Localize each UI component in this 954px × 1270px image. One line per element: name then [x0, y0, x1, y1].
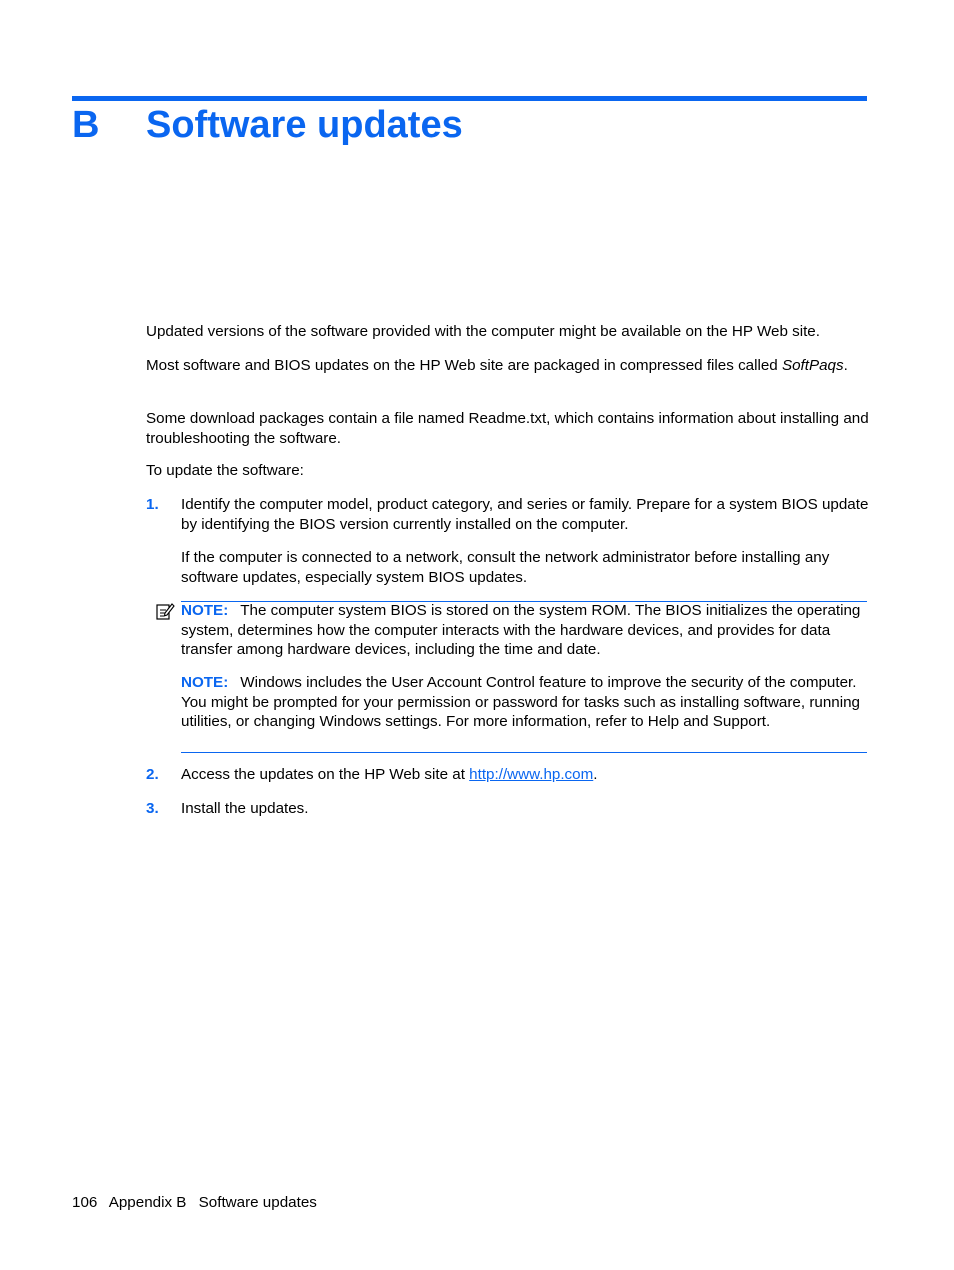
note-text: Windows includes the User Account Control feature to improve the security of the computer. You might be prompted for your permission or password for tasks such as installing software, running utilities, or changing Windows settings. For more information, refer to Help and Support.	[181, 674, 860, 730]
hp-website-link[interactable]: http://www.hp.com	[469, 766, 594, 783]
footer-title: Software updates	[198, 1194, 317, 1211]
page-footer	[72, 1193, 325, 1213]
step-text: Install the updates.	[181, 800, 309, 817]
note-1	[181, 601, 871, 660]
step-subtext: If the computer is connected to a network, consult the network administrator before installing any software updates, especially system BIOS updates.	[181, 549, 830, 586]
note-text: The computer system BIOS is stored on the system ROM. The BIOS initializes the operating system, determines how the computer interacts with the hardware devices, and provides for data transfer among hardware devices, including the time and date.	[181, 602, 861, 658]
note-label: NOTE:	[181, 674, 229, 691]
step-number: 2.	[146, 766, 159, 783]
note-2	[181, 673, 871, 732]
step-text: Identify the computer model, product category, and series or family. Prepare for a system BIOS update by identifying the BIOS version currently installed on the computer.	[181, 496, 869, 533]
step-number: 1.	[146, 496, 159, 513]
footer-section: Appendix B	[108, 1194, 187, 1211]
page-number: 106	[72, 1194, 98, 1211]
intro-paragraph-2: Most software and BIOS updates on the HP Web site are packaged in compressed files called SoftPaqs.	[146, 357, 848, 374]
intro-paragraph-4: To update the software:	[146, 462, 304, 479]
chapter-title: Software updates	[146, 104, 463, 146]
intro-paragraph-1: Updated versions of the software provided with the computer might be available on the HP Web site.	[146, 323, 820, 340]
note-label: NOTE:	[181, 602, 229, 619]
intro-paragraph-3: Some download packages contain a file named Readme.txt, which contains information about installing and troubleshooting the software.	[146, 410, 869, 447]
note-pencil-icon	[155, 601, 175, 621]
chapter-letter: B	[72, 104, 100, 146]
step-number: 3.	[146, 800, 159, 817]
step-text: Access the updates on the HP Web site at http://www.hp.com.	[181, 766, 598, 783]
